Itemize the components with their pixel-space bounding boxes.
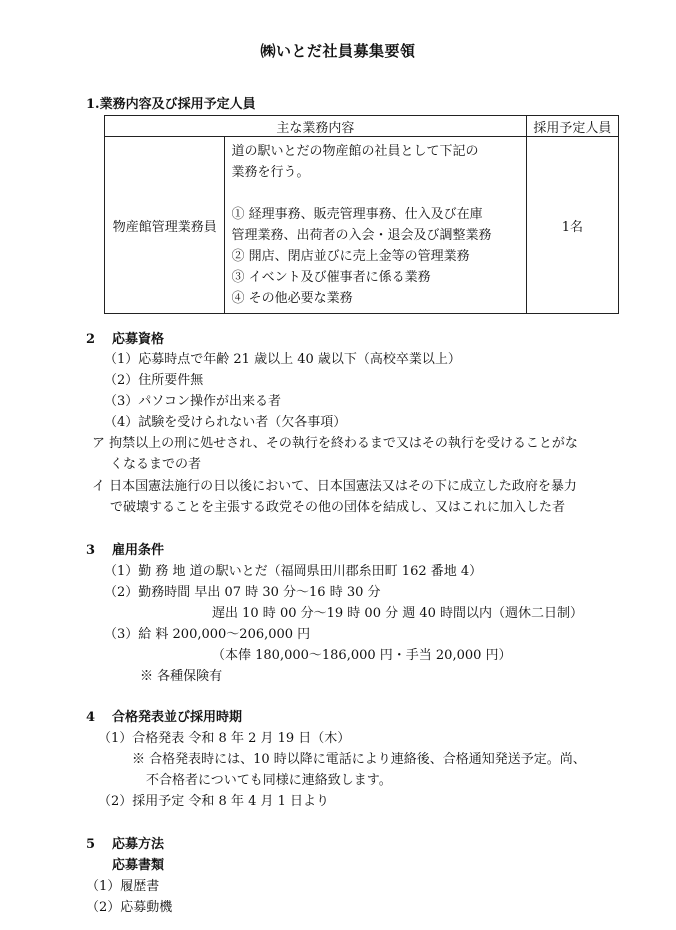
eligibility-item: （3）パソコン操作が出来る者 (104, 394, 282, 409)
insurance-note: ※ 各種保険有 (140, 669, 223, 684)
section-title: 雇用条件 (112, 543, 165, 558)
header-count: 採用予定人員 (526, 116, 618, 137)
eligibility-item: （4）試験を受けられない者（欠各事項） (104, 415, 347, 430)
document-item: （1）履歴書 (86, 879, 160, 894)
duties-line: ① 経理事務、販売管理事務、仕入及び在庫 (231, 207, 483, 222)
work-hours-early: （2）勤務時間 早出 07 時 30 分～16 時 30 分 (104, 585, 381, 600)
duties-cell (225, 137, 526, 314)
section-3-heading (86, 539, 164, 558)
section-number: 5 (86, 837, 96, 852)
duties-line: 業務を行う。 (231, 165, 310, 180)
duties-line: 道の駅いとだの物産館の社員として下記の (231, 144, 479, 159)
section-title: 応募資格 (112, 332, 165, 347)
section-title: 応募方法 (112, 837, 165, 852)
duties-line: ③ イベント及び催事者に係る業務 (231, 270, 431, 285)
section-2-heading (86, 328, 164, 347)
section-5-heading (86, 833, 164, 852)
section-number: 4 (86, 710, 96, 725)
announcement-note: ※ 合格発表時には、10 時以降に電話により連絡後、合格通知発送予定。尚、 (132, 752, 586, 767)
disqualification-a-cont: くなるまでの者 (110, 457, 202, 472)
duties-blank-line (231, 183, 519, 204)
section-title: 合格発表並び採用時期 (112, 710, 243, 725)
table-header-row (105, 116, 619, 137)
disqualification-b: イ 日本国憲法施行の日以後において、日本国憲法又はその下に成立した政府を暴力 (92, 479, 577, 494)
job-title-cell: 物産館管理業務員 (105, 137, 225, 314)
disqualification-b-cont: で破壊することを主張する政党その他の団体を結成し、又はこれに加入した者 (110, 500, 566, 515)
header-duties: 主な業務内容 (105, 116, 527, 137)
section-number: 3 (86, 543, 96, 558)
table-row (105, 137, 619, 314)
duties-line: ② 開店、閉店並びに売上金等の管理業務 (231, 249, 470, 264)
hiring-date: （2）採用予定 令和 8 年 4 月 1 日より (98, 794, 330, 809)
documents-subheading: 応募書類 (112, 858, 165, 873)
duties-line: ④ その他必要な業務 (231, 291, 353, 306)
jobs-table (104, 115, 619, 314)
section-number: 2 (86, 332, 96, 347)
disqualification-a: ア 拘禁以上の刑に処せされ、その執行を終わるまで又はその執行を受けることがな (92, 436, 578, 451)
work-location: （1）勤 務 地 道の駅いとだ（福岡県田川郡糸田町 162 番地 4） (104, 564, 483, 579)
announcement-date: （1）合格発表 令和 8 年 2 月 19 日（木） (98, 731, 351, 746)
work-hours-late: 遅出 10 時 00 分～19 時 00 分 週 40 時間以内（週休二日制） (212, 606, 584, 621)
eligibility-item: （1）応募時点で年齢 21 歳以上 40 歳以下（高校卒業以上） (104, 352, 461, 367)
count-cell: 1名 (526, 137, 618, 314)
duties-line: 管理業務、出荷者の入会・退会及び調整業務 (231, 228, 492, 243)
announcement-note-cont: 不合格者についても同様に連絡致します。 (146, 773, 392, 788)
salary: （3）給 料 200,000～206,000 円 (104, 627, 311, 642)
document-title: ㈱いとだ社員募集要領 (260, 42, 416, 60)
document-item: （2）応募動機 (86, 900, 173, 915)
section-4-heading (86, 706, 242, 725)
section-1-heading: 1.業務内容及び採用予定人員 (86, 97, 256, 112)
salary-breakdown: （本俸 180,000～186,000 円・手当 20,000 円） (212, 648, 512, 663)
eligibility-item: （2）住所要件無 (104, 373, 204, 388)
